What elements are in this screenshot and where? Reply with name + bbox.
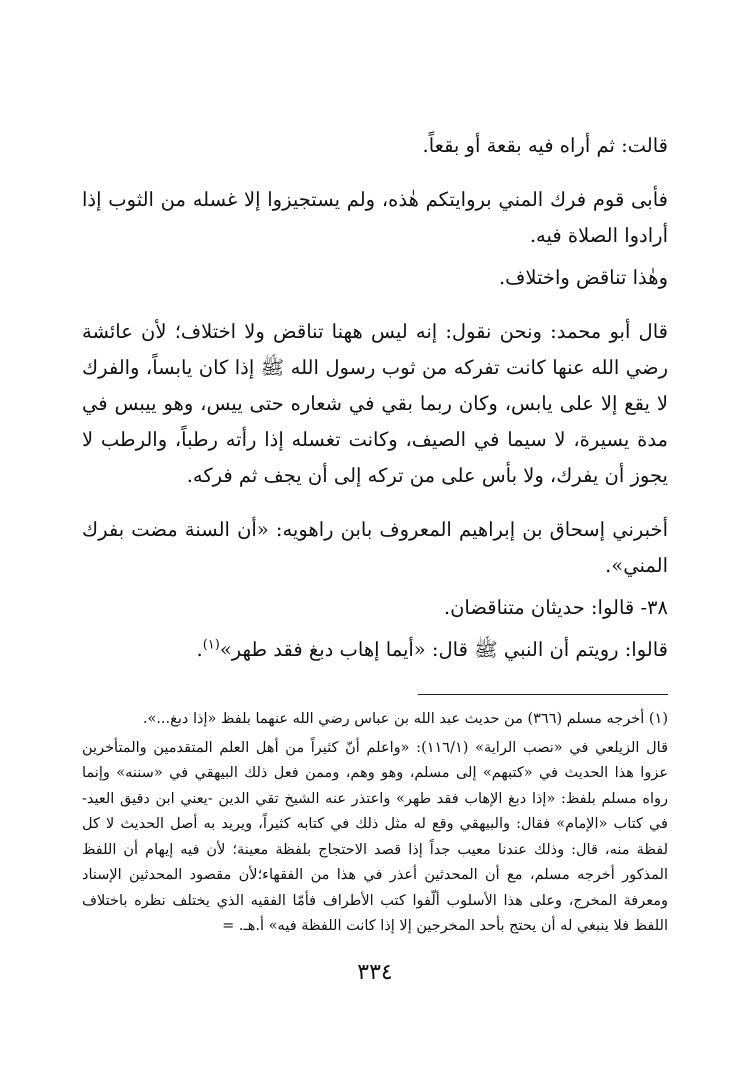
- footnotes: [82, 707, 668, 940]
- paragraph-6: ٣٨- قالوا: حديثان متناقضان.: [443, 596, 668, 619]
- main-text: [82, 128, 668, 668]
- paragraph-1: قالت: ثم أراه فيه بقعة أو بقعاً.: [422, 134, 668, 157]
- paragraph-4: قال أبو محمد: ونحن نقول: إنه ليس ههنا تناقض ولا اختلاف؛ لأن عائشة رضي الله عنها كانت تفركه من ثوب رسول الله ﷺ إذا كان يابساً، والفرك لا يقع إلا على يابس، وكان ربما بقي في شعاره حتى ييس، وهو ييبس في مدة يسيرة، لا سيما في الصيف، وكانت تغسله إذا رأته رطباً، والرطب لا يجوز أن يفرك، ولا بأس على من تركه إلى أن يجف ثم فركه.: [82, 320, 668, 487]
- paragraph-7-end: .: [196, 638, 203, 661]
- paragraph-7-text: قالوا: رويتم أن النبي ﷺ قال: «أيما إهاب دبغ فقد طهر»: [219, 638, 668, 661]
- paragraph-7: [82, 632, 668, 668]
- paragraph-3: وهٰذا تناقض واختلاف.: [498, 266, 668, 289]
- footnote-1: (١) أخرجه مسلم (٣٦٦) من حديث عبد الله بن عباس رضي الله عنهما بلفظ «إذا دبغ...».: [142, 711, 668, 727]
- paragraph-2: فأبى قوم فرك المني بروايتكم هٰذه، ولم يستجيزوا إلا غسله من الثوب إذا أرادوا الصلاة فيه.: [82, 188, 668, 247]
- footnote-1-continued: قال الزيلعي في «نصب الراية» (١١٦/١): «واعلم أنّ كثيراً من أهل العلم المتقدمين والمتأخرين عزوا هذا الحديث في «كتبهم» إلى مسلم، وهو وهم، وممن فعل ذلك البيهقي في «سننه» وإنما رواه مسلم بلفظ: «إذا دبغ الإهاب فقد طهر» واعتذر عنه الشيخ تقي الدين -يعني ابن دقيق العيد- في كتاب «الإمام» فقال: والبيهقي وقع له مثل ذلك في كتابه كثيراً، ويريد به أصل الحديث لا كل لفظة منه، قال: وذلك عندنا معيب جداً إذا قصد الاحتجاج بلفظة معينة؛ لأن فيه إيهام أن اللفظ المذكور أخرجه مسلم، مع أن المحدثين أعذر في هذا من الفقهاء؛لأن مقصود المحدثين الإسناد ومعرفة المخرج، وعلى هذا الأسلوب ألّفوا كتب الأطراف فأمّا الفقيه الذي يختلف نظره باختلاف اللفظ فلا ينبغي له أن يحتج بأحد المخرجين إلا إذا كانت اللفظة فيه» أ.هـ. =: [82, 739, 668, 934]
- footnote-reference: (١): [202, 637, 220, 653]
- page-number: ٣٣٤: [357, 960, 393, 985]
- paragraph-5: أخبرني إسحاق بن إبراهيم المعروف بابن راهويه: «أن السنة مضت بفرك المني».: [82, 518, 668, 577]
- footnote-separator: [418, 694, 668, 695]
